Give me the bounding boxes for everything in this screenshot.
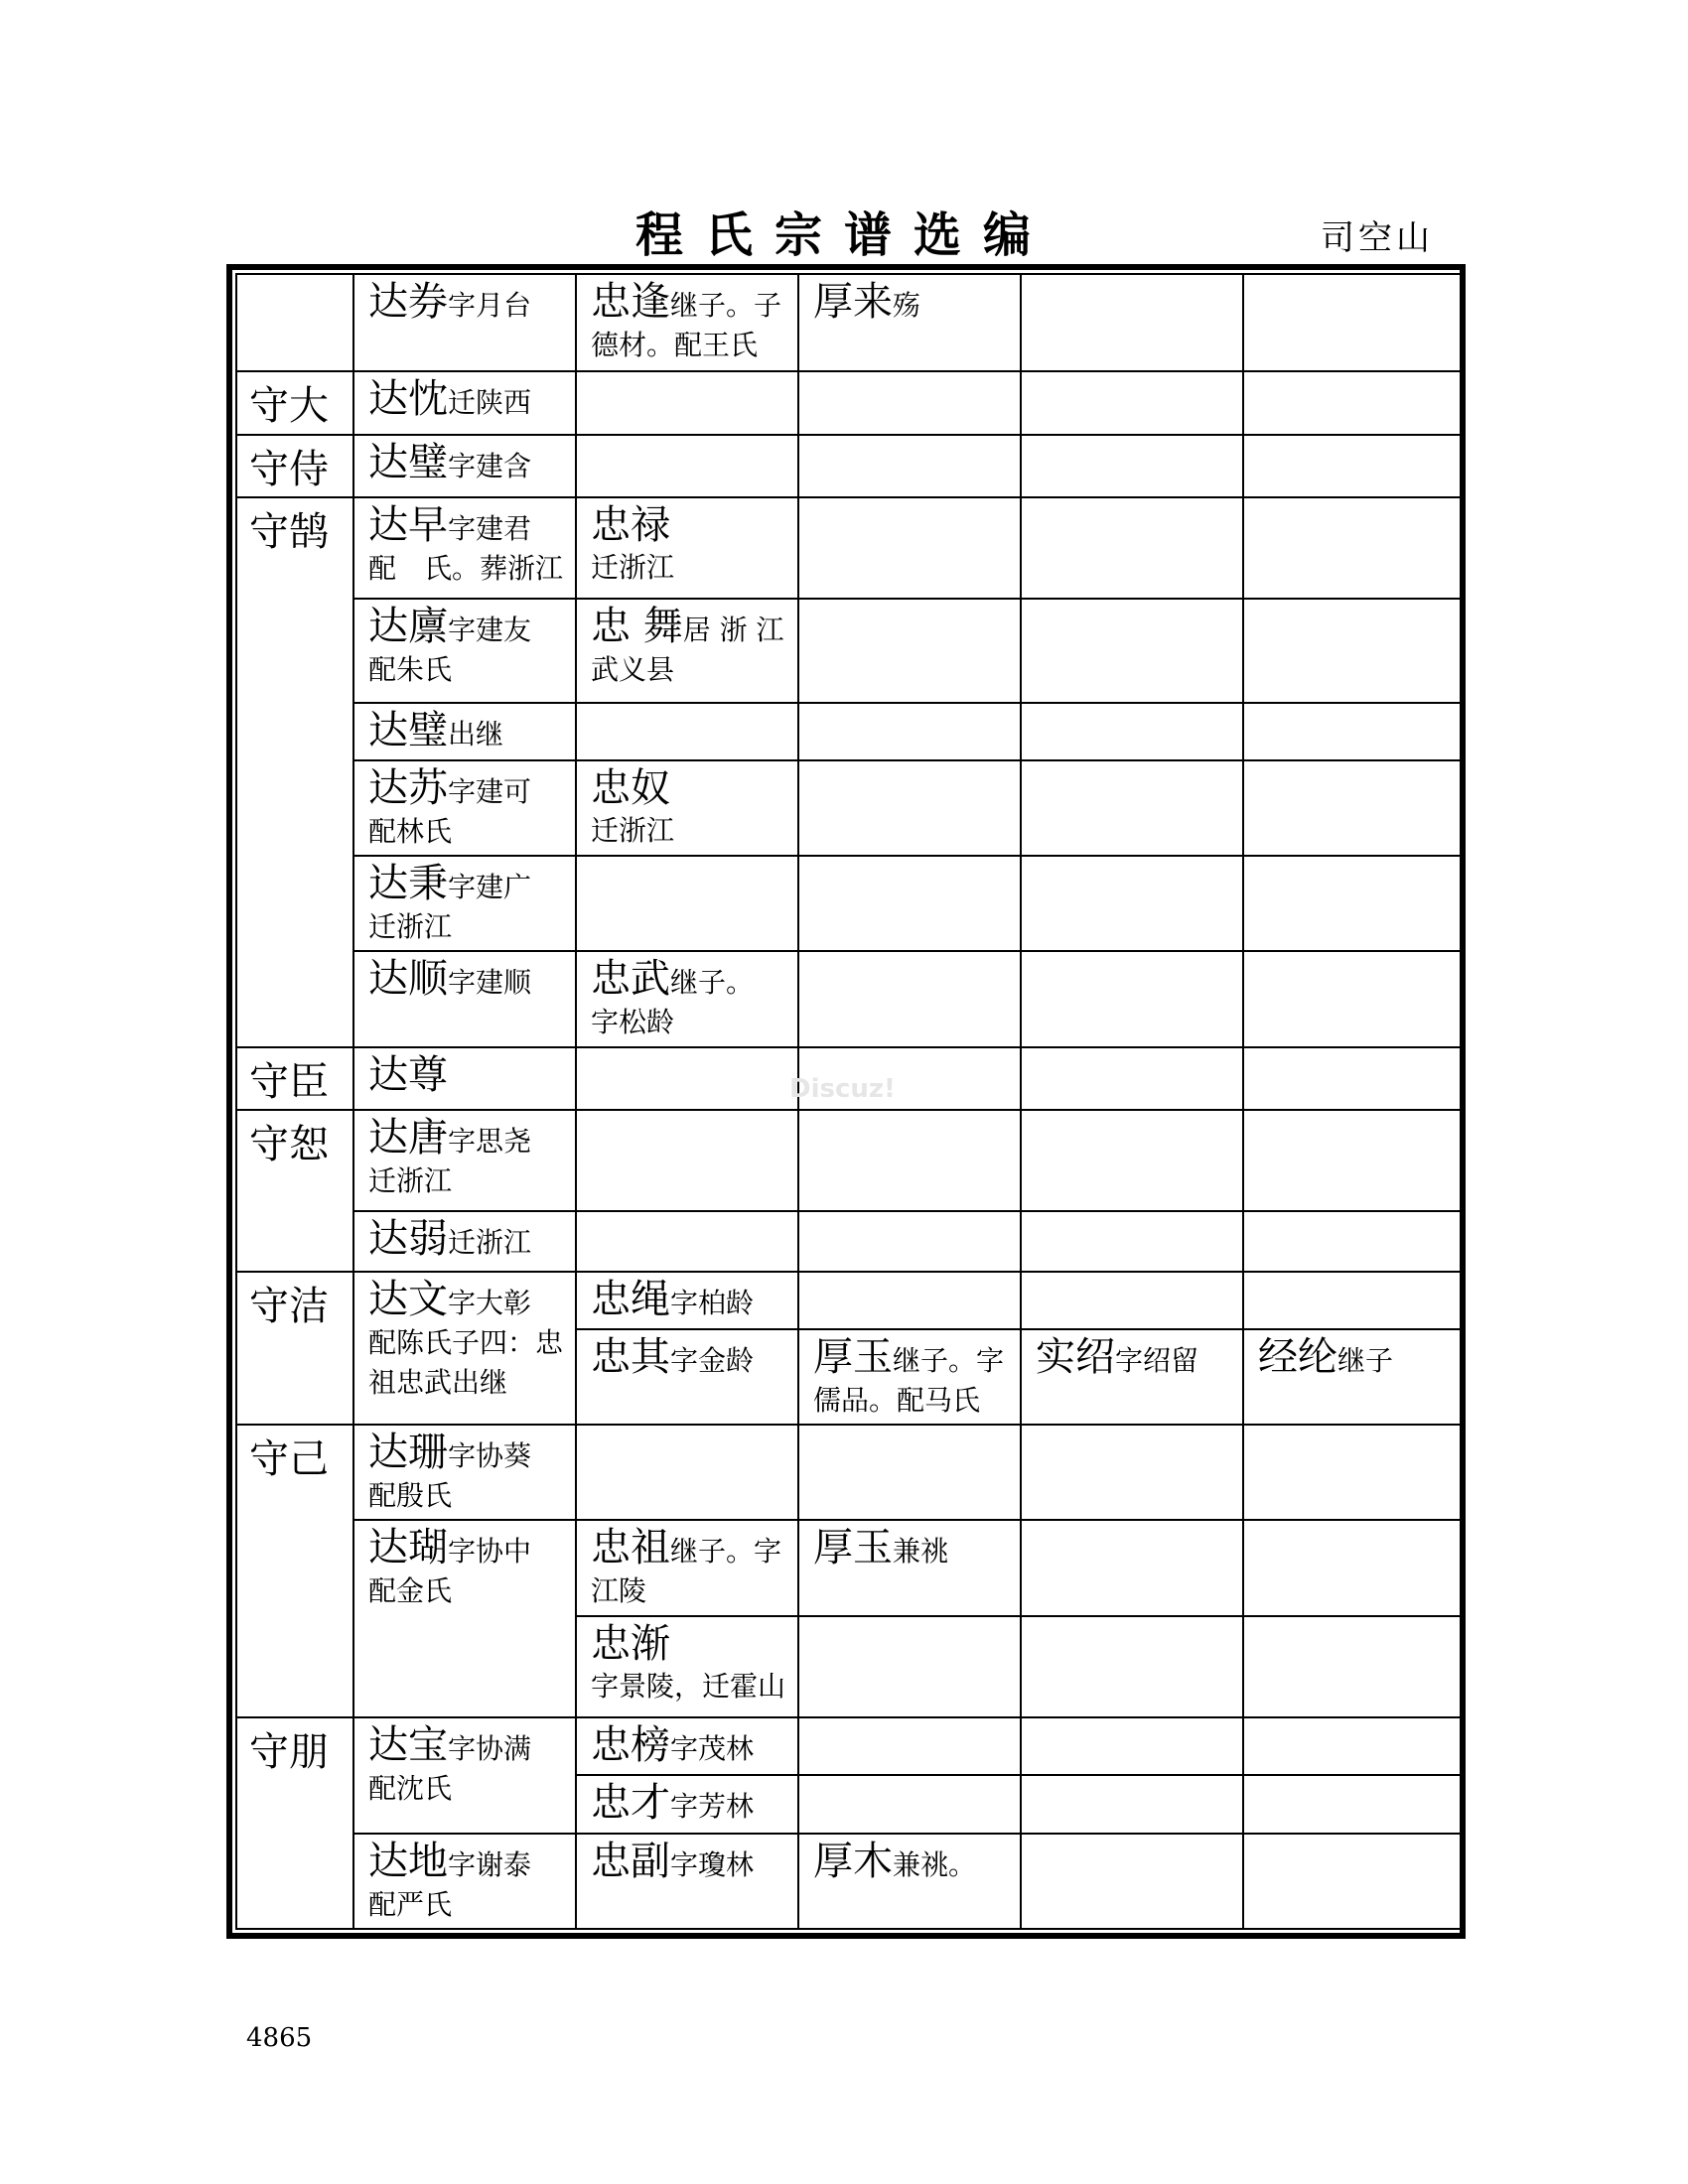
empty-cell bbox=[1021, 1834, 1243, 1929]
person-note: 配 氏。葬浙江 bbox=[368, 551, 564, 585]
empty-cell bbox=[576, 435, 798, 497]
zhong-cell bbox=[576, 1520, 798, 1615]
generation-cell: 守大 bbox=[236, 371, 353, 434]
person-note: 继子。子 bbox=[670, 289, 782, 322]
empty-cell bbox=[1021, 1520, 1243, 1615]
person-name: 达唐 bbox=[368, 1114, 448, 1160]
table-row bbox=[236, 1717, 1462, 1775]
empty-cell bbox=[798, 760, 1021, 856]
zhong-cell bbox=[576, 1717, 798, 1775]
hou-cell bbox=[798, 1520, 1021, 1615]
person-name: 忠绳 bbox=[591, 1276, 670, 1322]
empty-cell bbox=[1243, 274, 1462, 371]
person-note: 儒品。配马氏 bbox=[813, 1383, 981, 1417]
da-cell bbox=[353, 703, 576, 760]
person-name: 忠禄 bbox=[591, 501, 670, 548]
person-note: 字协葵 bbox=[448, 1439, 532, 1473]
person-name: 忠祖 bbox=[591, 1525, 670, 1571]
empty-cell bbox=[1021, 1211, 1243, 1271]
person-name: 达尊 bbox=[368, 1051, 448, 1098]
person-name: 达地 bbox=[368, 1838, 448, 1884]
person-note: 字柏龄 bbox=[670, 1286, 755, 1319]
da-cell bbox=[353, 1272, 576, 1426]
empty-cell bbox=[576, 1425, 798, 1520]
hou-cell bbox=[798, 274, 1021, 371]
empty-cell bbox=[798, 1775, 1021, 1833]
generation-cell: 守朋 bbox=[236, 1717, 353, 1929]
empty-cell bbox=[1243, 1272, 1462, 1329]
empty-cell bbox=[1021, 760, 1243, 856]
empty-cell bbox=[798, 951, 1021, 1046]
generation-cell bbox=[236, 274, 353, 371]
person-note: 配林氏 bbox=[368, 814, 453, 848]
empty-cell bbox=[798, 435, 1021, 497]
empty-cell bbox=[1243, 1834, 1462, 1929]
table-row bbox=[236, 1211, 1462, 1271]
empty-cell bbox=[798, 1272, 1021, 1329]
person-note: 字芳林 bbox=[670, 1790, 755, 1824]
empty-cell bbox=[1243, 371, 1462, 434]
empty-cell bbox=[1243, 1047, 1462, 1110]
person-note: 居 浙 江 bbox=[682, 614, 784, 647]
person-note: 字绍留 bbox=[1115, 1343, 1199, 1377]
empty-cell bbox=[1243, 497, 1462, 599]
da-cell bbox=[353, 1834, 576, 1929]
person-note: 字建君 bbox=[448, 511, 532, 545]
person-name: 忠渐 bbox=[591, 1620, 670, 1667]
empty-cell bbox=[1021, 1775, 1243, 1833]
table-row bbox=[236, 951, 1462, 1046]
empty-cell bbox=[798, 856, 1021, 951]
empty-cell bbox=[798, 703, 1021, 760]
zhong-cell bbox=[576, 1329, 798, 1425]
page-title: 程氏宗谱选编 bbox=[634, 207, 1053, 263]
empty-cell bbox=[1021, 1272, 1243, 1329]
person-note: 迁浙江 bbox=[368, 910, 453, 944]
table-row bbox=[236, 1520, 1462, 1615]
person-note: 字瓊林 bbox=[670, 1847, 755, 1881]
table-row bbox=[236, 1834, 1462, 1929]
da-cell bbox=[353, 1047, 576, 1110]
person-name: 达璧 bbox=[368, 707, 448, 753]
da-cell bbox=[353, 1717, 576, 1833]
empty-cell bbox=[1243, 1425, 1462, 1520]
person-name: 忠榜 bbox=[591, 1722, 670, 1769]
zhong-cell bbox=[576, 1272, 798, 1329]
da-cell bbox=[353, 435, 576, 497]
person-note: 字建可 bbox=[448, 774, 532, 808]
empty-cell bbox=[576, 1211, 798, 1271]
empty-cell bbox=[1021, 1616, 1243, 1717]
da-cell bbox=[353, 1110, 576, 1211]
person-name: 达秉 bbox=[368, 861, 448, 907]
person-name: 达苏 bbox=[368, 764, 448, 811]
person-note: 字建含 bbox=[448, 449, 532, 482]
empty-cell bbox=[1243, 760, 1462, 856]
da-cell bbox=[353, 951, 576, 1046]
da-cell bbox=[353, 760, 576, 856]
person-name: 忠 舞 bbox=[591, 604, 683, 650]
person-note: 字谢泰 bbox=[448, 1847, 532, 1881]
jing-cell bbox=[1243, 1329, 1462, 1425]
person-name: 经纶 bbox=[1258, 1333, 1337, 1380]
person-note: 配金氏 bbox=[368, 1574, 453, 1608]
person-note: 字建广 bbox=[448, 871, 532, 904]
person-note: 继子 bbox=[1337, 1343, 1394, 1377]
zhong-cell bbox=[576, 497, 798, 599]
table-row bbox=[236, 435, 1462, 497]
person-note: 字大彰 bbox=[448, 1286, 532, 1319]
hou-cell bbox=[798, 1834, 1021, 1929]
table-row bbox=[236, 371, 1462, 434]
generation-cell: 守己 bbox=[236, 1425, 353, 1717]
empty-cell bbox=[1021, 599, 1243, 702]
empty-cell bbox=[1243, 435, 1462, 497]
person-note: 字金龄 bbox=[670, 1343, 755, 1377]
person-note: 迁浙江 bbox=[448, 1226, 532, 1260]
zhong-cell bbox=[576, 1834, 798, 1929]
person-name: 达顺 bbox=[368, 956, 448, 1003]
person-note: 字茂林 bbox=[670, 1732, 755, 1766]
person-note: 字建友 bbox=[448, 614, 532, 647]
empty-cell bbox=[798, 1717, 1021, 1775]
person-name: 达忱 bbox=[368, 376, 448, 423]
person-note: 武义县 bbox=[591, 653, 675, 687]
zhong-cell bbox=[576, 760, 798, 856]
empty-cell bbox=[1243, 1110, 1462, 1211]
person-note: 继子。 bbox=[670, 966, 755, 1000]
person-name: 忠副 bbox=[591, 1838, 670, 1884]
da-cell bbox=[353, 1520, 576, 1717]
person-note: 德材。配王氏 bbox=[591, 329, 759, 361]
place-name: 司空山 bbox=[1321, 218, 1434, 258]
empty-cell bbox=[1021, 1110, 1243, 1211]
generation-cell: 守恕 bbox=[236, 1110, 353, 1272]
person-name: 忠逢 bbox=[591, 279, 670, 325]
shi-cell bbox=[1021, 1329, 1243, 1425]
empty-cell bbox=[1021, 274, 1243, 371]
person-name: 达文 bbox=[368, 1276, 448, 1322]
person-name: 达璧 bbox=[368, 439, 448, 485]
person-note: 配陈氏子四：忠祖忠武出继 bbox=[368, 1325, 564, 1399]
person-note: 继子。字 bbox=[893, 1343, 1005, 1377]
person-note: 迁浙江 bbox=[368, 1163, 453, 1197]
person-note: 配沈氏 bbox=[368, 1772, 453, 1806]
page-number: 4865 bbox=[246, 2023, 313, 2053]
person-name: 达宝 bbox=[368, 1722, 448, 1769]
zhong-cell bbox=[576, 951, 798, 1046]
person-note: 殇 bbox=[893, 289, 921, 322]
person-name: 达弱 bbox=[368, 1216, 448, 1263]
empty-cell bbox=[1021, 1425, 1243, 1520]
empty-cell bbox=[798, 599, 1021, 702]
empty-cell bbox=[1021, 371, 1243, 434]
person-name: 达廪 bbox=[368, 604, 448, 650]
person-note: 配殷氏 bbox=[368, 1479, 453, 1513]
person-note: 字协满 bbox=[448, 1732, 532, 1766]
person-note: 兼祧。 bbox=[893, 1847, 977, 1881]
person-note: 继子。字 bbox=[670, 1535, 782, 1569]
table-row bbox=[236, 274, 1462, 371]
empty-cell bbox=[1243, 1616, 1462, 1717]
generation-cell: 守侍 bbox=[236, 435, 353, 497]
zhong-cell bbox=[576, 1775, 798, 1833]
table-row bbox=[236, 703, 1462, 760]
person-name: 厚木 bbox=[813, 1838, 893, 1884]
generation-cell: 守臣 bbox=[236, 1047, 353, 1110]
hou-cell bbox=[798, 1329, 1021, 1425]
person-name: 达瑚 bbox=[368, 1525, 448, 1571]
person-note: 字思尧 bbox=[448, 1124, 532, 1158]
empty-cell bbox=[798, 371, 1021, 434]
empty-cell bbox=[1243, 599, 1462, 702]
empty-cell bbox=[1021, 435, 1243, 497]
empty-cell bbox=[1021, 497, 1243, 599]
table-row bbox=[236, 1272, 1462, 1329]
empty-cell bbox=[798, 1110, 1021, 1211]
table-row bbox=[236, 760, 1462, 856]
person-note: 江陵 bbox=[591, 1574, 647, 1608]
empty-cell bbox=[798, 1425, 1021, 1520]
empty-cell bbox=[1243, 1211, 1462, 1271]
empty-cell bbox=[576, 1110, 798, 1211]
empty-cell bbox=[1243, 1520, 1462, 1615]
empty-cell bbox=[1243, 1775, 1462, 1833]
table-row bbox=[236, 856, 1462, 951]
person-note: 兼祧 bbox=[893, 1535, 949, 1569]
empty-cell bbox=[1243, 951, 1462, 1046]
person-name: 达珊 bbox=[368, 1430, 448, 1476]
person-note: 迁浙江 bbox=[591, 550, 675, 584]
generation-cell: 守洁 bbox=[236, 1272, 353, 1426]
table-row bbox=[236, 1425, 1462, 1520]
person-name: 忠其 bbox=[591, 1333, 670, 1380]
person-note: 配严氏 bbox=[368, 1887, 453, 1921]
zhong-cell bbox=[576, 1616, 798, 1717]
empty-cell bbox=[1021, 951, 1243, 1046]
empty-cell bbox=[576, 1047, 798, 1110]
zhong-cell bbox=[576, 274, 798, 371]
person-name: 厚来 bbox=[813, 279, 893, 325]
person-name: 达早 bbox=[368, 501, 448, 548]
empty-cell bbox=[1021, 856, 1243, 951]
empty-cell bbox=[1243, 703, 1462, 760]
da-cell bbox=[353, 274, 576, 371]
zhong-cell bbox=[576, 599, 798, 702]
empty-cell bbox=[798, 1616, 1021, 1717]
empty-cell bbox=[798, 1211, 1021, 1271]
person-name: 厚玉 bbox=[813, 1525, 893, 1571]
da-cell bbox=[353, 856, 576, 951]
empty-cell bbox=[576, 856, 798, 951]
person-note: 字月台 bbox=[448, 289, 532, 322]
generation-cell: 守鹄 bbox=[236, 497, 353, 1047]
da-cell bbox=[353, 599, 576, 702]
person-note: 字松龄 bbox=[591, 1006, 675, 1039]
person-note: 字景陵，迁霍山 bbox=[591, 1669, 786, 1703]
person-name: 忠武 bbox=[591, 956, 670, 1003]
person-name: 忠才 bbox=[591, 1780, 670, 1827]
person-name: 厚玉 bbox=[813, 1333, 893, 1380]
person-note: 出继 bbox=[448, 717, 504, 751]
table-row bbox=[236, 599, 1462, 702]
person-name: 达券 bbox=[368, 279, 448, 325]
empty-cell bbox=[1243, 1717, 1462, 1775]
da-cell bbox=[353, 1425, 576, 1520]
person-note: 迁浙江 bbox=[591, 813, 675, 847]
watermark: Discuz! bbox=[789, 1074, 896, 1104]
empty-cell bbox=[576, 371, 798, 434]
empty-cell bbox=[798, 497, 1021, 599]
da-cell bbox=[353, 497, 576, 599]
person-name: 实绍 bbox=[1036, 1333, 1115, 1380]
table-row bbox=[236, 1110, 1462, 1211]
person-note: 字协中 bbox=[448, 1535, 532, 1569]
empty-cell bbox=[1021, 1717, 1243, 1775]
person-note: 配朱氏 bbox=[368, 653, 453, 687]
da-cell bbox=[353, 1211, 576, 1271]
empty-cell bbox=[1021, 703, 1243, 760]
table-row bbox=[236, 497, 1462, 599]
person-note: 迁陕西 bbox=[448, 386, 532, 420]
person-note: 字建顺 bbox=[448, 966, 532, 1000]
person-name: 忠奴 bbox=[591, 764, 670, 811]
empty-cell bbox=[576, 703, 798, 760]
da-cell bbox=[353, 371, 576, 434]
empty-cell bbox=[1243, 856, 1462, 951]
empty-cell bbox=[1021, 1047, 1243, 1110]
